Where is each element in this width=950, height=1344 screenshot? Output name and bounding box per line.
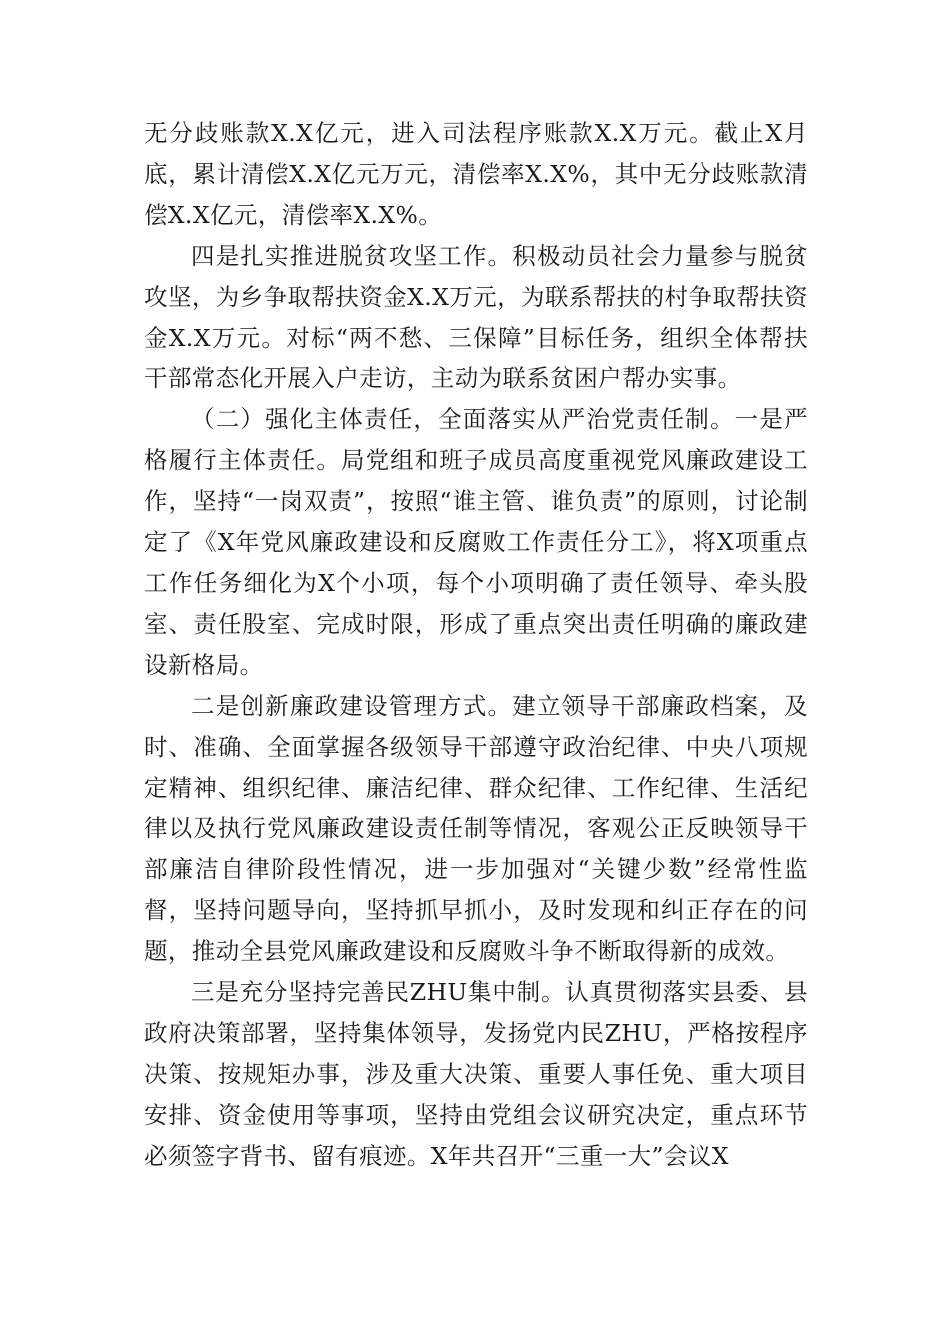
paragraph-4: 二是创新廉政建设管理方式。建立领导干部廉政档案，及时、准确、全面掌握各级领导干部遵守政治纪律、中央八项规定精神、组织纪律、廉洁纪律、群众纪律、工作纪律、生活纪律以及执行党风廉政建设责任制等情况，客观公正反映领导干部廉洁自律阶段性情况，进一步加强对“关键少数”经常性监督，坚持问题导向，坚持抓早抓小，及时发现和纠正存在的问题，推动全县党风廉政建设和反腐败斗争不断取得新的成效。 (144, 691, 808, 966)
paragraph-1: 无分歧账款X.X亿元，进入司法程序账款X.X万元。截止X月底，累计清偿X.X亿元万元，清偿率X.X%，其中无分歧账款清偿X.X亿元，清偿率X.X%。 (144, 119, 808, 229)
paragraph-2: 四是扎实推进脱贫攻坚工作。积极动员社会力量参与脱贫攻坚，为乡争取帮扶资金X.X万元，为联系帮扶的村争取帮扶资金X.X万元。对标“两不愁、三保障”目标任务，组织全体帮扶干部常态化开展入户走访，主动为联系贫困户帮办实事。 (144, 241, 808, 393)
paragraph-5: 三是充分坚持完善民ZHU集中制。认真贯彻落实县委、县政府决策部署，坚持集体领导，发扬党内民ZHU，严格按程序决策、按规矩办事，涉及重大决策、重要人事任免、重大项目安排、资金使用等事项，坚持由党组会议研究决定，重点环节必须签字背书、留有痕迹。X年共召开“三重一大”会议X (144, 978, 808, 1170)
document-body (144, 113, 808, 1177)
paragraph-3: （二）强化主体责任，全面落实从严治党责任制。一是严格履行主体责任。局党组和班子成员高度重视党风廉政建设工作，坚持“一岗双责”，按照“谁主管、谁负责”的原则，讨论制定了《X年党风廉政建设和反腐败工作责任分工》，将X项重点工作任务细化为X个小项，每个小项明确了责任领导、牵头股室、责任股室、完成时限，形成了重点突出责任明确的廉政建设新格局。 (144, 405, 808, 679)
